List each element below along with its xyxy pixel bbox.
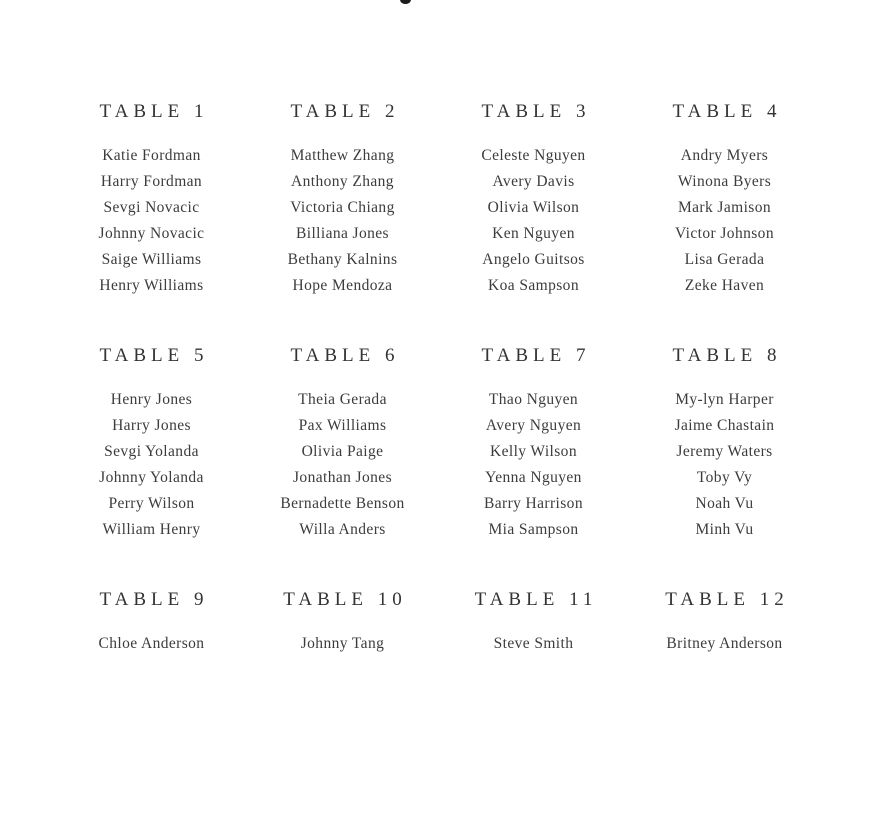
guest-name: Andry Myers	[680, 147, 769, 164]
guest-name: Noah Vu	[695, 495, 754, 512]
table-title: TABLE 12	[665, 589, 789, 610]
guest-name: Bethany Kalnins	[287, 251, 398, 268]
table-title: TABLE 9	[99, 589, 209, 610]
guest-name: Victor Johnson	[675, 225, 774, 242]
table-title: TABLE 11	[474, 589, 598, 610]
guest-name: William Henry	[102, 521, 201, 538]
guest-name: Harry Jones	[112, 417, 191, 434]
guest-name: Hope Mendoza	[292, 277, 393, 294]
guest-name: Henry Jones	[110, 391, 193, 408]
guest-name: Johnny Yolanda	[99, 469, 204, 486]
table-section	[629, 100, 820, 344]
guest-name: Steve Smith	[493, 635, 574, 652]
guest-name: Victoria Chiang	[290, 199, 395, 216]
table-section	[629, 344, 820, 588]
guest-name: Jaime Chastain	[674, 417, 775, 434]
guest-name: Chloe Anderson	[98, 635, 205, 652]
guest-list	[438, 387, 629, 543]
guest-name: Toby Vy	[696, 469, 753, 486]
guest-name: Thao Nguyen	[488, 391, 579, 408]
guest-list	[56, 387, 247, 543]
guest-name: Minh Vu	[695, 521, 754, 538]
guest-name: Avery Davis	[492, 173, 575, 190]
guest-name: Henry Williams	[99, 277, 204, 294]
guest-name: Anthony Zhang	[291, 173, 394, 190]
guest-name: Lisa Gerada	[684, 251, 765, 268]
guest-list	[629, 631, 820, 657]
table-title: TABLE 8	[672, 345, 782, 366]
guest-list	[438, 631, 629, 657]
table-title: TABLE 2	[290, 101, 400, 122]
table-section	[438, 588, 629, 832]
guest-name: Avery Nguyen	[485, 417, 582, 434]
guest-name: Celeste Nguyen	[481, 147, 586, 164]
guest-name: Mark Jamison	[677, 199, 772, 216]
guest-list	[56, 143, 247, 299]
table-section	[247, 344, 438, 588]
guest-name: Willa Anders	[299, 521, 386, 538]
table-title: TABLE 1	[99, 101, 209, 122]
guest-name: Harry Fordman	[100, 173, 203, 190]
guest-name: Angelo Guitsos	[482, 251, 585, 268]
guest-name: Katie Fordman	[102, 147, 201, 164]
guest-name: Sevgi Yolanda	[104, 443, 199, 460]
guest-list	[438, 143, 629, 299]
table-section	[247, 100, 438, 344]
guest-name: Pax Williams	[298, 417, 387, 434]
guest-name: Theia Gerada	[298, 391, 387, 408]
guest-name: Koa Sampson	[488, 277, 579, 294]
table-section	[438, 100, 629, 344]
table-title: TABLE 6	[290, 345, 400, 366]
table-section	[629, 588, 820, 832]
guest-name: Bernadette Benson	[280, 495, 405, 512]
guest-name: Ken Nguyen	[492, 225, 575, 242]
table-title: TABLE 5	[99, 345, 209, 366]
guest-name: Johnny Tang	[300, 635, 385, 652]
guest-list	[247, 387, 438, 543]
guest-name: Winona Byers	[677, 173, 772, 190]
table-section	[56, 344, 247, 588]
table-title: TABLE 7	[481, 345, 591, 366]
guest-name: Britney Anderson	[666, 635, 783, 652]
guest-name: Yenna Nguyen	[485, 469, 582, 486]
guest-list	[629, 387, 820, 543]
guest-name: Olivia Wilson	[487, 199, 580, 216]
table-section	[247, 588, 438, 832]
guest-list	[629, 143, 820, 299]
guest-name: My-lyn Harper	[675, 391, 774, 408]
guest-name: Barry Harrison	[483, 495, 583, 512]
guest-name: Mia Sampson	[488, 521, 579, 538]
guest-name: Jeremy Waters	[676, 443, 773, 460]
guest-name: Johnny Novacic	[98, 225, 205, 242]
table-section	[438, 344, 629, 588]
guest-list	[247, 631, 438, 657]
table-section	[56, 100, 247, 344]
guest-name: Billiana Jones	[296, 225, 389, 242]
guest-name: Jonathan Jones	[292, 469, 393, 486]
guest-name: Perry Wilson	[108, 495, 195, 512]
table-section	[56, 588, 247, 832]
table-title: TABLE 3	[481, 101, 591, 122]
guest-name: Zeke Haven	[684, 277, 765, 294]
cropped-title-descender	[400, 0, 411, 4]
guest-name: Matthew Zhang	[290, 147, 395, 164]
table-title: TABLE 10	[283, 589, 407, 610]
guest-name: Sevgi Novacic	[103, 199, 200, 216]
table-title: TABLE 4	[672, 101, 782, 122]
guest-name: Kelly Wilson	[490, 443, 577, 460]
guest-list	[247, 143, 438, 299]
guest-list	[56, 631, 247, 657]
guest-name: Saige Williams	[101, 251, 202, 268]
tables-grid	[56, 100, 820, 832]
guest-name: Olivia Paige	[301, 443, 384, 460]
